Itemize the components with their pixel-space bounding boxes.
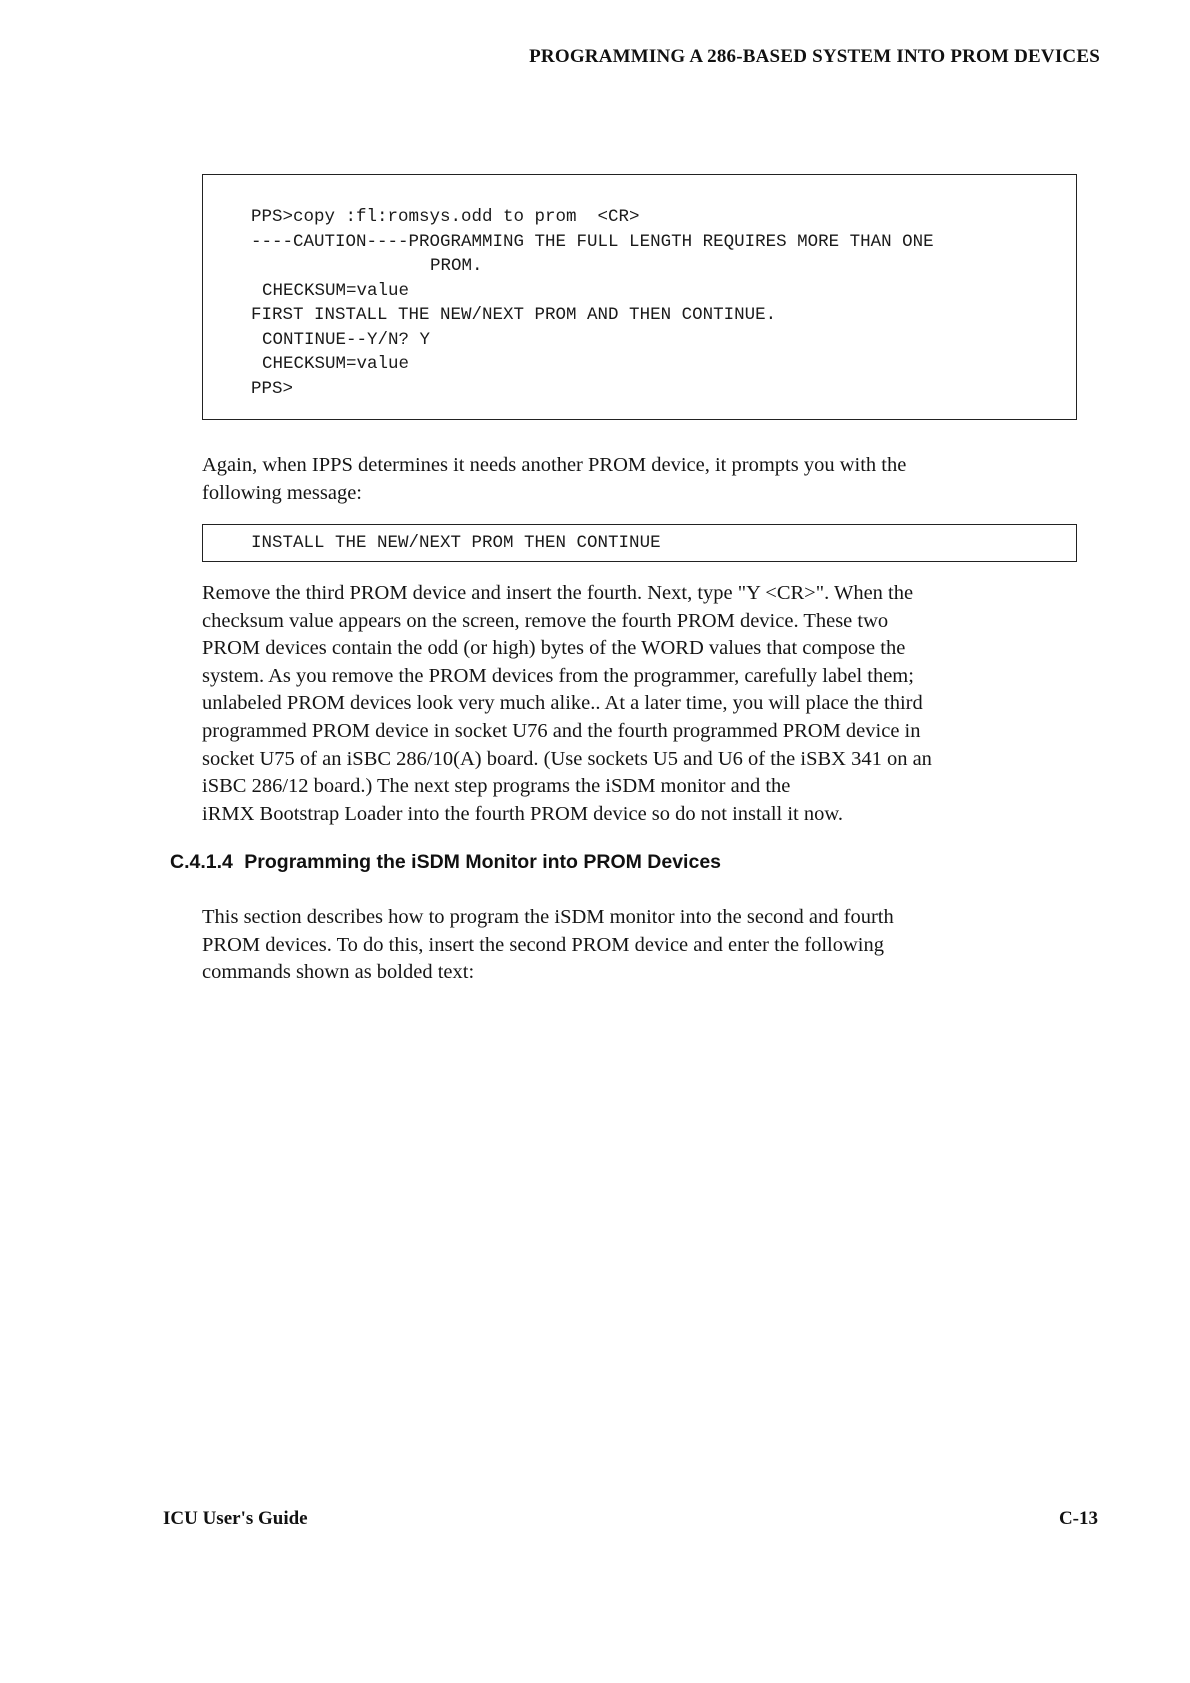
message-example-text: INSTALL THE NEW/NEXT PROM THEN CONTINUE bbox=[251, 533, 661, 553]
console-line-caution: ----CAUTION----PROGRAMMING THE FULL LENGTH REQUIRES MORE THAN ONE bbox=[251, 231, 934, 252]
section-paragraph bbox=[202, 904, 1072, 987]
paragraph-line: socket U75 of an iSBC 286/10(A) board. (Use sockets U5 and U6 of the iSBX 341 on an bbox=[202, 747, 932, 770]
remove-prom-paragraph bbox=[202, 580, 1072, 828]
section-title: Programming the iSDM Monitor into PROM Devices bbox=[244, 851, 722, 873]
paragraph-line: This section describes how to program the iSDM monitor into the second and fourth bbox=[202, 906, 894, 928]
intro-paragraph bbox=[202, 452, 1072, 507]
console-example-box bbox=[202, 174, 1077, 420]
paragraph-line: iRMX Bootstrap Loader into the fourth PROM device so do not install it now. bbox=[202, 802, 843, 825]
paragraph-line: checksum value appears on the screen, remove the fourth PROM device. These two bbox=[202, 609, 889, 632]
paragraph-line: PROM devices. To do this, insert the second PROM device and enter the following bbox=[202, 933, 884, 956]
paragraph-line: iSBC 286/12 board.) The next step programs the iSDM monitor and the bbox=[202, 775, 791, 798]
section-number: C.4.1.4 bbox=[170, 851, 233, 873]
footer-guide-title: ICU User's Guide bbox=[163, 1508, 308, 1529]
console-line-checksum: CHECKSUM=value bbox=[262, 280, 410, 301]
paragraph-line: Remove the third PROM device and insert the fourth. Next, type "Y <CR>". When the bbox=[202, 582, 914, 604]
paragraph-line: commands shown as bolded text: bbox=[202, 961, 475, 984]
console-line-checksum: CHECKSUM=value bbox=[262, 354, 410, 374]
console-line-install-prompt: FIRST INSTALL THE NEW/NEXT PROM AND THEN CONTINUE. bbox=[251, 305, 777, 325]
paragraph-line: following message: bbox=[202, 481, 362, 504]
paragraph-line: system. As you remove the PROM devices from the programmer, carefully label them; bbox=[202, 664, 914, 687]
paragraph-line: programmed PROM device in socket U76 and the fourth programmed PROM device in bbox=[202, 719, 921, 742]
paragraph-line: PROM devices contain the odd (or high) bytes of the WORD values that compose the bbox=[202, 637, 906, 660]
console-line-continue-prompt: CONTINUE--Y/N? Y bbox=[262, 329, 431, 350]
section-heading bbox=[170, 851, 721, 874]
console-line-prompt: PPS> bbox=[251, 378, 294, 399]
console-line-command: PPS>copy :fl:romsys.odd to prom <CR> bbox=[251, 207, 640, 227]
console-line-caution-continued: PROM. bbox=[430, 256, 483, 276]
paragraph-line: unlabeled PROM devices look very much alike.. At a later time, you will place the third bbox=[202, 692, 923, 715]
running-header-title: PROGRAMMING A 286-BASED SYSTEM INTO PROM DEVICES bbox=[529, 46, 1100, 67]
footer-page-number: C-13 bbox=[1058, 1508, 1098, 1529]
paragraph-line: Again, when IPPS determines it needs another PROM device, it prompts you with the bbox=[202, 454, 907, 476]
message-example-box bbox=[202, 524, 1077, 562]
